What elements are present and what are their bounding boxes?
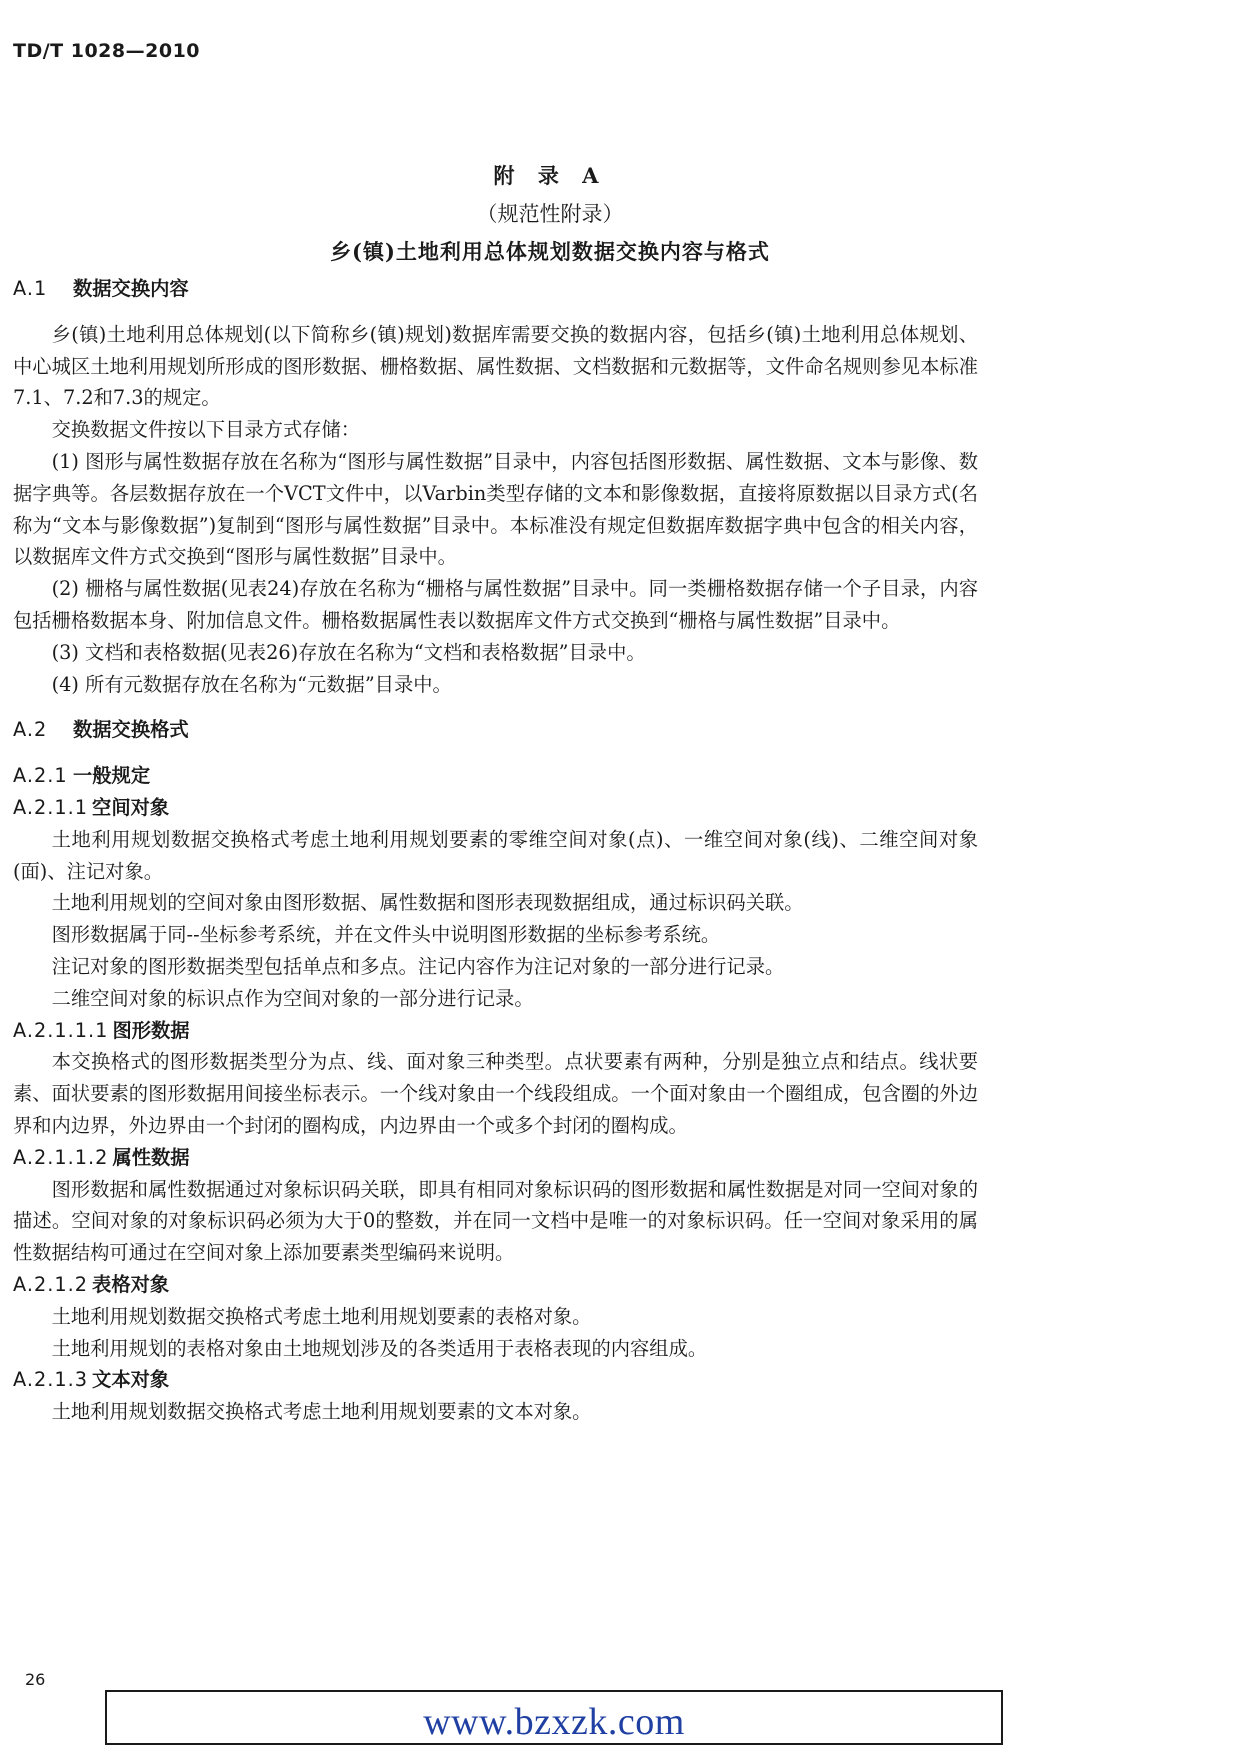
appendix-title-block	[0, 160, 1100, 274]
section-heading	[13, 1015, 978, 1047]
section-heading	[13, 792, 978, 824]
document-body	[13, 273, 978, 1428]
section-title: 表格对象	[92, 1272, 170, 1296]
paragraph: (2) 栅格与属性数据(见表24)存放在名称为“栅格与属性数据”目录中。同一类栅格数据存储一个子目录，内容包括栅格数据本身、附加信息文件。栅格数据属性表以数据库文件方式交换到“栅格与属性数据”目录中。	[13, 577, 978, 632]
paragraph: 土地利用规划数据交换格式考虑土地利用规划要素的零维空间对象(点)、一维空间对象(线)、二维空间对象(面)、注记对象。	[13, 827, 978, 883]
section-heading	[13, 1364, 978, 1396]
section-heading	[13, 273, 978, 305]
section-number: A.2.1	[13, 764, 68, 788]
appendix-type: （规范性附录）	[476, 202, 624, 226]
paragraph: 土地利用规划的空间对象由图形数据、属性数据和图形表现数据组成，通过标识码关联。	[51, 891, 804, 915]
paragraph: (4) 所有元数据存放在名称为“元数据”目录中。	[51, 672, 452, 696]
paragraph: 乡(镇)土地利用总体规划(以下简称乡(镇)规划)数据库需要交换的数据内容，包括乡(镇)土地利用总体规划、中心城区土地利用规划所形成的图形数据、栅格数据、属性数据、文档数据和元数据等，文件命名规则参见本标准7.1、7.2和7.3的规定。	[13, 322, 978, 410]
paragraph: (3) 文档和表格数据(见表26)存放在名称为“文档和表格数据”目录中。	[51, 640, 646, 664]
paragraph: 交换数据文件按以下目录方式存储：	[51, 418, 361, 442]
section-title: 图形数据	[112, 1018, 190, 1042]
appendix-heading: 乡(镇)土地利用总体规划数据交换内容与格式	[330, 239, 770, 264]
section-title: 数据交换内容	[73, 277, 189, 300]
appendix-label: 附 录 A	[493, 163, 607, 188]
section-title: 数据交换格式	[73, 718, 189, 742]
section-title: 空间对象	[92, 795, 170, 819]
section-number: A.2.1.1.1	[13, 1018, 109, 1042]
section-number: A.2	[13, 718, 48, 742]
section-heading	[13, 1142, 978, 1174]
section-title: 一般规定	[73, 764, 151, 788]
section-number: A.2.1.1.2	[13, 1145, 109, 1169]
paragraph: (1) 图形与属性数据存放在名称为“图形与属性数据”目录中，内容包括图形数据、属性数据、文本与影像、数据字典等。各层数据存放在一个VCT文件中，以Varbin类型存储的文本和影像数据，直接将原数据以目录方式(名称为“文本与影像数据”)复制到“图形与属性数据”目录中。本标准没有规定但数据库数据字典中包含的相关内容，以数据库文件方式交换到“图形与属性数据”目录中。	[13, 449, 978, 569]
section-number: A.2.1.1	[13, 795, 89, 819]
section-heading	[13, 1269, 978, 1301]
section-heading	[13, 714, 978, 746]
paragraph: 土地利用规划数据交换格式考虑土地利用规划要素的文本对象。	[51, 1400, 592, 1424]
paragraph: 图形数据属于同--坐标参考系统，并在文件头中说明图形数据的坐标参考系统。	[51, 923, 721, 947]
section-number: A.2.1.2	[13, 1272, 89, 1296]
paragraph: 图形数据和属性数据通过对象标识码关联，即具有相同对象标识码的图形数据和属性数据是对同一空间对象的描述。空间对象的对象标识码必须为大于0的整数，并在同一文档中是唯一的对象标识码。任一空间对象采用的属性数据结构可通过在空间对象上添加要素类型编码来说明。	[13, 1177, 978, 1265]
section-title: 文本对象	[92, 1368, 170, 1392]
section-number: A.1	[13, 277, 48, 300]
footer-url[interactable]: www.bzxzk.com	[423, 1701, 685, 1743]
document-code: TD/T 1028—2010	[13, 40, 201, 62]
section-heading	[13, 760, 978, 792]
paragraph: 土地利用规划数据交换格式考虑土地利用规划要素的表格对象。	[51, 1304, 592, 1328]
paragraph: 土地利用规划的表格对象由土地规划涉及的各类适用于表格表现的内容组成。	[51, 1336, 708, 1360]
section-number: A.2.1.3	[13, 1368, 89, 1392]
paragraph: 注记对象的图形数据类型包括单点和多点。注记内容作为注记对象的一部分进行记录。	[51, 954, 785, 978]
paragraph: 二维空间对象的标识点作为空间对象的一部分进行记录。	[51, 986, 534, 1010]
paragraph: 本交换格式的图形数据类型分为点、线、面对象三种类型。点状要素有两种，分别是独立点和结点。线状要素、面状要素的图形数据用间接坐标表示。一个线对象由一个线段组成。一个面对象由一个圈组成，包含圈的外边界和内边界，外边界由一个封闭的圈构成，内边界由一个或多个封闭的圈构成。	[13, 1050, 978, 1137]
page-number: 26	[25, 1670, 46, 1689]
footer-url-box	[105, 1690, 1003, 1745]
section-title: 属性数据	[112, 1145, 190, 1169]
